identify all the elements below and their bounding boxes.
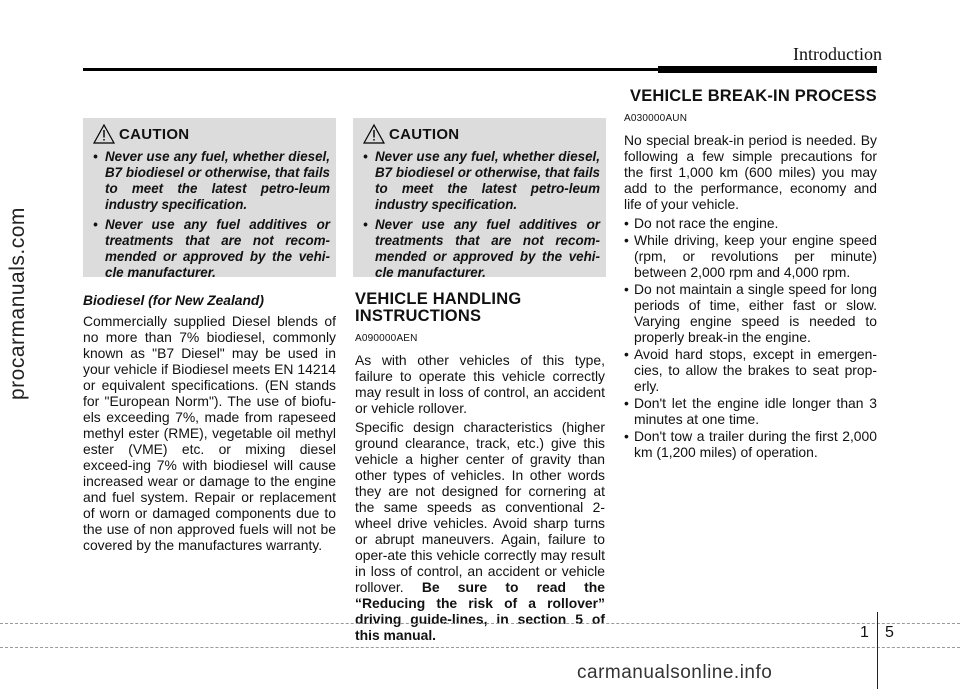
- caution-item: • Never use any fuel, whether diesel, B7 biodiesel or otherwise, that fails to meet the latest petro-leum industry specification.: [363, 149, 600, 212]
- footer-rule: [0, 623, 960, 624]
- caution-box-2: [353, 118, 606, 280]
- list-item: • Don't let the engine idle longer than 3 minutes at one time.: [624, 395, 877, 427]
- header-rule-accent: [658, 66, 877, 73]
- section-header-title: Introduction: [793, 44, 882, 64]
- caution-title: CAUTION: [119, 125, 190, 143]
- list-item: • Avoid hard stops, except in emergen-cies, to allow the brakes to seat prop-erly.: [624, 346, 877, 394]
- breakin-code: A030000AUN: [624, 113, 688, 124]
- breakin-list: [624, 215, 877, 460]
- caution-box-1: [83, 118, 336, 280]
- caution-item: • Never use any fuel additives or treatments that are not recom-mended or approved by the vehi-cle manufacturer.: [363, 217, 600, 280]
- footer-rule-lower: [0, 647, 960, 648]
- chapter-number: 1: [860, 624, 869, 641]
- page-number-divider: [877, 612, 878, 689]
- page-number: 5: [885, 624, 894, 641]
- biodiesel-body: Commercially supplied Diesel blends of no more than 7% biodiesel, commonly known as "B7 Diesel" may be used in your vehicle if Biodiesel meets EN 14214 or equivalent specifications. (EN stands for "European Norm"). The use of biofu-els exceeding 7%, made from rapeseed methyl ester (RME), vegetable oil methyl ester (VME) etc. or mixing diesel exceed-ing 7% with biodiesel will cause increased wear or damage to the engine and fuel system. Repair or replacement of worn or damaged components due to the use of non approved fuels will not be covered by the manufactures warranty.: [83, 313, 336, 553]
- side-watermark: procarmanuals.com: [6, 207, 29, 400]
- caution-item: • Never use any fuel additives or treatments that are not recom-mended or approved by the vehi-cle manufacturer.: [93, 217, 330, 280]
- handling-para-2: Specific design characteristics (higher ground clearance, track, etc.) give this vehicle a higher center of gravity than other types of vehicles. In other words they are not designed for cornering at the same speeds as conventional 2-wheel drive vehicles. Avoid sharp turns or abrupt maneuvers. Again, failure to oper-ate this vehicle correctly may result in loss of control, an accident or vehicle rollover. Be sure to read the “Reducing the risk of a rollover” driving guide-lines, in section 5 of this manual.: [355, 419, 606, 643]
- handling-para-1: As with other vehicles of this type, failure to operate this vehicle correctly may result in loss of control, an accident or vehicle rollover.: [355, 352, 605, 416]
- warning-triangle-icon: [363, 124, 385, 144]
- handling-section: [355, 291, 605, 646]
- breakin-section: [624, 111, 877, 461]
- warning-triangle-icon: [93, 124, 115, 144]
- caution-item: • Never use any fuel, whether diesel, B7 biodiesel or otherwise, that fails to meet the latest petro-leum industry specification.: [93, 149, 330, 212]
- bottom-watermark: carmanualsonline.info: [577, 662, 773, 683]
- list-item: • Do not race the engine.: [624, 215, 779, 231]
- list-item: • Don't tow a trailer during the first 2,000 km (1,200 miles) of operation.: [624, 428, 877, 460]
- handling-code: A090000AEN: [355, 333, 418, 344]
- list-item: • While driving, keep your engine speed (rpm, or revolutions per minute) between 2,000 rpm and 4,000 rpm.: [624, 232, 877, 280]
- breakin-title: VEHICLE BREAK-IN PROCESS: [630, 87, 877, 105]
- biodiesel-heading: Biodiesel (for New Zealand): [83, 293, 264, 308]
- caution-title: CAUTION: [389, 125, 460, 143]
- list-item: • Do not maintain a single speed for long periods of time, either fast or slow. Varying engine speed is needed to properly break-in the engine.: [624, 281, 877, 345]
- rollover-guidelines-note: Be sure to read the “Reducing the risk of a rollover” driving guide-lines, in section 5 of this manual.: [355, 579, 606, 643]
- biodiesel-section: [83, 293, 336, 556]
- breakin-intro: No special break-in period is needed. By following a few simple precautions for the first 1,000 km (600 miles) you may add to the performance, economy and life of your vehicle.: [624, 132, 877, 212]
- handling-title: VEHICLE HANDLING INSTRUCTIONS: [355, 290, 522, 325]
